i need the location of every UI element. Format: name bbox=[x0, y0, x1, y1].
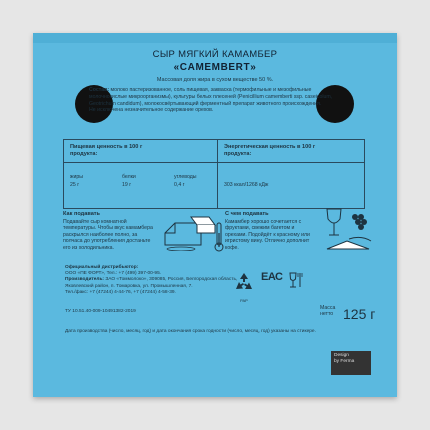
composition bbox=[89, 87, 339, 114]
composition-note: Не исключена незначительное содержание орехов. bbox=[89, 107, 214, 114]
nutrition-table bbox=[63, 139, 365, 209]
design-line-2: by Ferma bbox=[334, 359, 355, 364]
producer-label: Производитель: bbox=[65, 277, 104, 283]
thermometer-icon bbox=[213, 221, 225, 253]
cheese-box-back bbox=[33, 33, 397, 397]
composition-label: Состав: bbox=[89, 87, 110, 93]
nutrition-title: Пищевая ценность в 100 г продукта: bbox=[70, 144, 143, 157]
fat-label: жиры bbox=[70, 174, 83, 180]
product-title: СЫР МЯГКИЙ КАМАМБЕР bbox=[152, 49, 278, 60]
mass-value: 125 г bbox=[343, 306, 376, 322]
serve-section bbox=[63, 211, 158, 252]
divider bbox=[218, 162, 364, 163]
carb-label: углеводы bbox=[174, 174, 197, 180]
fat-content: Массовая доля жира в сухом веществе 50 %. bbox=[156, 77, 274, 83]
distributor-label: Официальный дистрибьютор: bbox=[65, 265, 139, 270]
carb-value: 0,4 г bbox=[174, 182, 185, 188]
product-subtitle: «CAMEMBERT» bbox=[173, 62, 257, 73]
pair-section bbox=[225, 211, 317, 252]
divider bbox=[64, 162, 217, 163]
protein-label: белки bbox=[122, 174, 136, 180]
design-badge bbox=[331, 351, 371, 375]
tu-code: ТУ 10.51.40-009-10491382-2019 bbox=[65, 309, 136, 314]
distributor-block bbox=[65, 265, 245, 296]
production-note: Дата производства (число, месяц, год) и дата окончания срока годности (число, месяц, год) указаны на стикере. bbox=[65, 329, 316, 334]
recycle-code: PAP bbox=[240, 298, 248, 303]
protein-value: 19 г bbox=[122, 182, 132, 188]
box-flap bbox=[33, 33, 397, 43]
distributor-line: ООО «ПЕ ФОРТ», Тел.: +7 (499) 397-00-95. bbox=[65, 271, 162, 277]
serve-text: Подавайте сыр комнатной температуры. Чтобы вкус камамбера раскрылся наиболее полно, за полчаса до употребления достаньте его из холодильника. bbox=[63, 218, 153, 251]
composition-text: молоко пастеризованное, соль пищевая, закваска (термофильные и мезофильные молочнокислые микроорганизмы), культуры белых плесеней (Penicillium camemberti ssp. caseicolum, Geotrichum candidum), молокосвёртывающий ферментный препарат животного происхождения. bbox=[89, 87, 333, 107]
mass-label-2: нетто bbox=[320, 311, 334, 318]
energy-value: 303 ккал/1268 кДж bbox=[224, 182, 269, 188]
nutrition-left bbox=[64, 140, 218, 208]
phone: Тел./факс: +7 (47244) 4-44-76, +7 (47244) 4-58-39. bbox=[65, 289, 176, 295]
pair-title: С чем подавать bbox=[225, 211, 269, 217]
producer-text: ЗАО «Томмолоко», 309085, Россия, Белгородская область, Яковлевский район, п. Томаровка, ул. Промышленная, 7. bbox=[65, 277, 238, 289]
cheese-icon bbox=[161, 211, 219, 251]
mass-label-1: Масса bbox=[320, 305, 336, 311]
mass-label bbox=[320, 305, 335, 318]
design-line-1: Design bbox=[334, 353, 349, 358]
energy-title: Энергетическая ценность в 100 г продукта: bbox=[224, 144, 316, 157]
nutrition-right bbox=[218, 140, 364, 208]
wine-grapes-icon bbox=[321, 205, 375, 255]
recycle-icon bbox=[233, 271, 255, 303]
serve-title: Как подавать bbox=[63, 211, 100, 217]
pair-text: Камамбер хорошо сочетается с фруктами, свежим багетом и орехами. Подойдёт к красному или игристому вину. Отлично дополнит кофе. bbox=[225, 218, 310, 251]
fat-value: 25 г bbox=[70, 182, 80, 188]
glass-fork-icon bbox=[287, 271, 305, 293]
eac-mark: ЕАС bbox=[261, 271, 283, 283]
